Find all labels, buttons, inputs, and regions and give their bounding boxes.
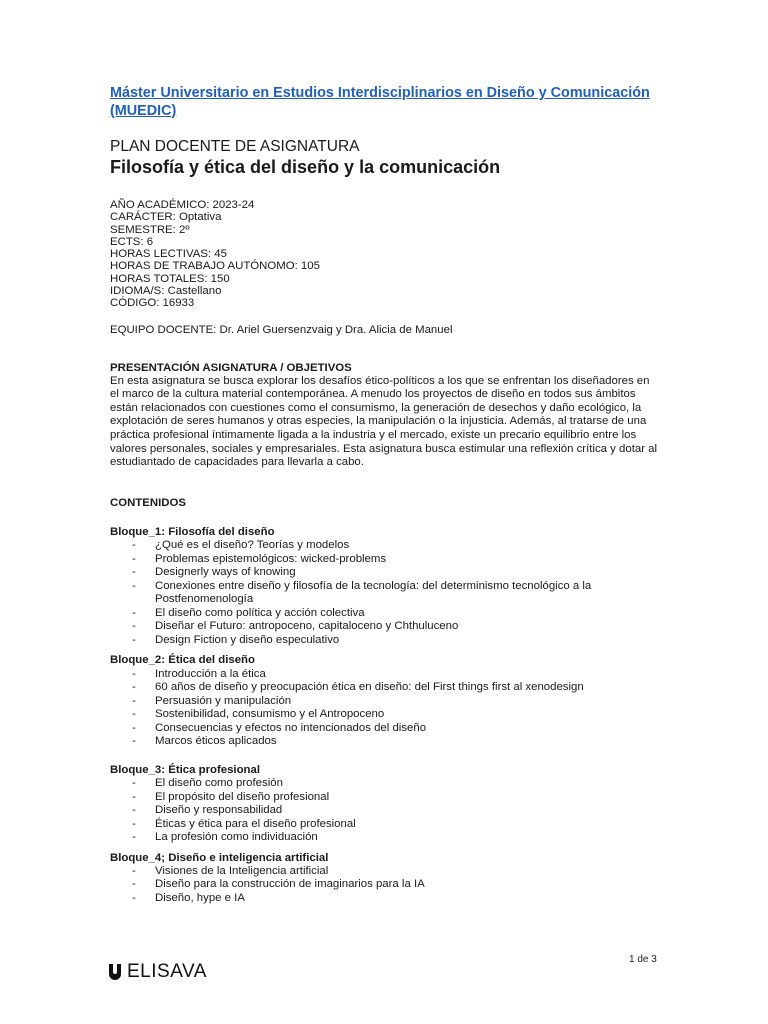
list-dash: - <box>132 552 136 565</box>
list-item: - ¿Qué es el diseño? Teorías y modelos <box>132 539 350 552</box>
meta-code: CÓDIGO: 16933 <box>110 297 195 310</box>
list-dash: - <box>132 708 136 721</box>
list-dash: - <box>132 777 136 790</box>
list-dash: - <box>132 864 136 877</box>
list-item: - Marcos éticos aplicados <box>132 735 277 748</box>
block-title: Bloque_2: Ética del diseño <box>110 654 255 667</box>
elisava-mark-icon <box>109 964 121 980</box>
meta-total-hours: HORAS TOTALES: 150 <box>110 272 230 285</box>
list-item: - El propósito del diseño profesional <box>132 790 330 803</box>
list-item: - El diseño como profesión <box>132 777 283 790</box>
block-title: Bloque_3: Ética profesional <box>110 763 261 776</box>
list-dash: - <box>132 817 136 830</box>
list-item: - Conexiones entre diseño y filosofía de la tecnología: del determinismo tecnológico a la Postfenomenología <box>132 579 592 606</box>
list-item: - Diseñar el Futuro: antropoceno, capitaloceno y Chthuluceno <box>132 620 459 633</box>
list-item: - Persuasión y manipulación <box>132 694 292 707</box>
list-dash: - <box>132 790 136 803</box>
list-dash: - <box>132 539 136 552</box>
list-item: - El diseño como política y acción colectiva <box>132 606 365 619</box>
list-dash: - <box>132 694 136 707</box>
list-item: - Éticas y ética para el diseño profesional <box>132 817 356 830</box>
block-title: Bloque_4; Diseño e inteligencia artificial <box>110 851 329 864</box>
master-program-link[interactable]: Máster Universitario en Estudios Interdisciplinarios en Diseño y Comunicación (MUEDIC) <box>110 85 650 119</box>
list-item: - Designerly ways of knowing <box>132 566 296 579</box>
list-item: - 60 años de diseño y preocupación ética en diseño: del First things first al xenodesign <box>132 681 584 694</box>
list-dash: - <box>132 804 136 817</box>
block-item-list <box>110 865 660 906</box>
list-item: - Diseño para la construcción de imaginarios para la IA <box>132 878 425 891</box>
content-block-2 <box>110 654 660 748</box>
block-title: Bloque_1: Filosofía del diseño <box>110 525 275 538</box>
block-item-list <box>110 777 660 845</box>
meta-ects: ECTS: 6 <box>110 235 154 248</box>
list-dash: - <box>132 735 136 748</box>
meta-autonomous-hours: HORAS DE TRABAJO AUTÓNOMO: 105 <box>110 260 320 273</box>
content-block-3 <box>110 764 660 845</box>
block-item-list <box>110 668 660 749</box>
content-block-4 <box>110 852 660 906</box>
meta-language: IDIOMA/S: Castellano <box>110 285 222 298</box>
list-dash: - <box>132 633 136 646</box>
list-item: - Design Fiction y diseño especulativo <box>132 633 340 646</box>
list-item: - Problemas epistemológicos: wicked-problems <box>132 552 387 565</box>
meta-character: CARÁCTER: Optativa <box>110 211 222 224</box>
list-item: - Diseño, hype e IA <box>132 891 245 904</box>
course-title: Filosofía y ética del diseño y la comunicación <box>110 157 501 177</box>
list-dash: - <box>132 721 136 734</box>
content-block-1 <box>110 526 660 647</box>
plan-label: PLAN DOCENTE DE ASIGNATURA <box>110 138 360 155</box>
list-dash: - <box>132 681 136 694</box>
list-dash: - <box>132 667 136 680</box>
page-number: 1 de 3 <box>629 954 657 965</box>
list-item: - Diseño y responsabilidad <box>132 804 283 817</box>
meta-academic-year: AÑO ACADÉMICO: 2023-24 <box>110 199 255 211</box>
meta-semester: SEMESTRE: 2º <box>110 223 190 236</box>
meta-teaching-hours: HORAS LECTIVAS: 45 <box>110 248 227 261</box>
presentation-text: En esta asignatura se busca explorar los desafíos ético-políticos a los que se enfrentan los diseñadores en el marco de la cultura material contemporánea. A menudo los proyectos de diseño en todos sus ámbitos están relacionados con cuestiones como el consumismo, la generación de desechos y daño ecológico, la explotación de seres humanos y otras especies, la manipulación o la injusticia. Además, al tratarse de una práctica profesional íntimamente ligada a la industria y el mercado, existe un precario equilibrio entre los valores personales, sociales y empresariales. Esta asignatura busca estimular una reflexión crítica y dotar al estudiantado de capacidades para llevarla a cabo. <box>110 374 658 469</box>
list-dash: - <box>132 579 136 592</box>
list-dash: - <box>132 831 136 844</box>
document-page <box>110 84 660 905</box>
list-item: - Sostenibilidad, consumismo y el Antropoceno <box>132 708 385 721</box>
list-dash: - <box>132 891 136 904</box>
teaching-team: EQUIPO DOCENTE: Dr. Ariel Guersenzvaig y Dra. Alicia de Manuel <box>110 323 453 336</box>
list-item: - La profesión como individuación <box>132 831 318 844</box>
elisava-logo <box>109 961 207 983</box>
list-item: - Introducción a la ética <box>132 667 266 680</box>
contents-heading: CONTENIDOS <box>110 496 186 509</box>
presentation-heading: PRESENTACIÓN ASIGNATURA / OBJETIVOS <box>110 361 352 374</box>
list-dash: - <box>132 620 136 633</box>
course-metadata <box>110 199 660 310</box>
list-dash: - <box>132 566 136 579</box>
list-item: - Consecuencias y efectos no intencionados del diseño <box>132 721 427 734</box>
list-dash: - <box>132 606 136 619</box>
list-item: - Visiones de la Inteligencia artificial <box>132 864 329 877</box>
list-dash: - <box>132 878 136 891</box>
logo-text: ELISAVA <box>127 961 207 982</box>
block-item-list <box>110 539 660 647</box>
